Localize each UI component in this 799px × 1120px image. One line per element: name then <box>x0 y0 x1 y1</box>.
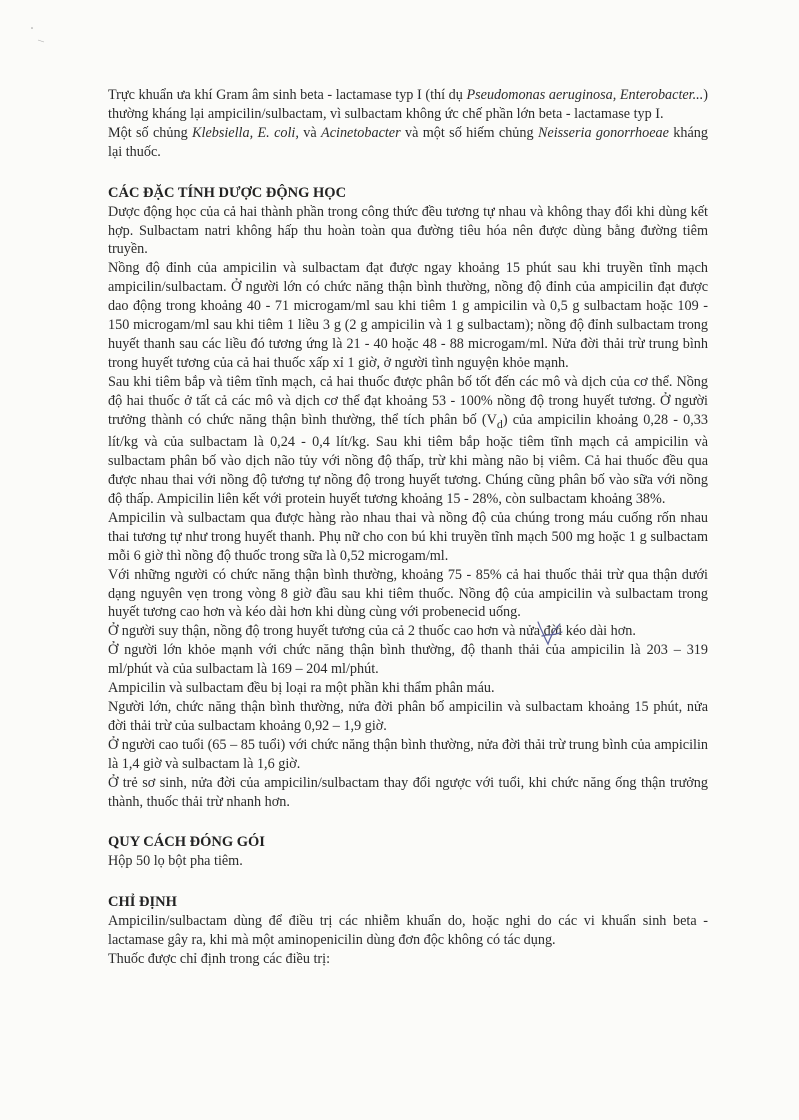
pk-paragraph: Người lớn, chức năng thận bình thường, nửa đời phân bố ampicilin và sulbactam khoảng 15 phút, nửa đời thải trừ của sulbactam khoảng 0,92 – 1,9 giờ. <box>108 699 708 734</box>
pk-paragraph: Với những người có chức năng thận bình thường, khoảng 75 - 85% cả hai thuốc thải trừ qua thận dưới dạng nguyên vẹn trong vòng 8 giờ đầu sau khi tiêm thuốc. Nồng độ của ampicilin và sulbactam trong huyết tương cao hơn và kéo dài hơn khi dùng cùng với probenecid uống. <box>108 566 708 621</box>
pk-paragraph: Dược động học của cả hai thành phần trong công thức đều tương tự nhau và không thay đổi khi dùng kết hợp. Sulbactam natri không hấp thu hoàn toàn qua đường tiêu hóa nên được dùng bằng đường tiêm truyền. <box>108 203 708 258</box>
indications-heading: CHỈ ĐỊNH <box>108 894 177 911</box>
intro-paragraph-1: Trực khuẩn ưa khí Gram âm sinh beta - lactamase typ I (thí dụ Pseudomonas aeruginosa, Enterobacter...) thường kháng lại ampicilin/sulbactam, vì sulbactam không ức chế phần lớn beta - lactamase typ I. <box>108 87 708 122</box>
pharmacokinetics-heading: CÁC ĐẶC TÍNH DƯỢC ĐỘNG HỌC <box>108 184 347 201</box>
intro-paragraph-2: Một số chủng Klebsiella, E. coli, và Acinetobacter và một số hiếm chủng Neisseria gonorrhoeae kháng lại thuốc. <box>108 124 708 160</box>
indications-paragraph: Thuốc được chỉ định trong các điều trị: <box>108 951 331 968</box>
pk-paragraph: Ở người lớn khỏe mạnh với chức năng thận bình thường, độ thanh thải của ampicilin là 203 – 319 ml/phút và của sulbactam là 169 – 204 ml/phút. <box>108 642 708 678</box>
pk-paragraph: Ở người suy thận, nồng độ trong huyết tương của cả 2 thuốc cao hơn và nửa đời kéo dài hơn. <box>108 623 636 640</box>
pk-paragraph: Ở người cao tuổi (65 – 85 tuổi) với chức năng thận bình thường, nửa đời thải trừ trung bình của ampicilin là 1,4 giờ và sulbactam là 1,6 giờ. <box>108 736 708 772</box>
packaging-text: Hộp 50 lọ bột pha tiêm. <box>108 853 243 870</box>
pk-paragraph: Ampicilin và sulbactam qua được hàng rào nhau thai và nồng độ của chúng trong máu cuống rốn nhau thai tương tự như trong huyết thanh. Phụ nữ cho con bú khi truyền tĩnh mạch 500 mg hoặc 1 g sulbactam mỗi 6 giờ thì nồng độ thuốc trong sữa là 0,52 microgam/ml. <box>108 509 708 564</box>
pk-paragraph: Sau khi tiêm bắp và tiêm tĩnh mạch, cả hai thuốc được phân bố tốt đến các mô và dịch của cơ thể. Nồng độ hai thuốc ở tất cả các mô và dịch cơ thể đạt khoảng 53 - 100% nồng độ trong huyết tương. Ở người trưởng thành có chức năng thận bình thường, thể tích phân bố $(V_d)$ của ampicilin khoảng 0,28 - 0,33 lít/kg và của sulbactam là 0,24 - 0,4 lít/kg. Sau khi tiêm bắp hoặc tiêm tĩnh mạch cả ampicilin và sulbactam phân bố vào dịch não tủy với nồng độ thấp, trừ khi màng não bị viêm. Cả hai thuốc đều qua được nhau thai với nồng độ tương tự nồng độ trong huyết tương. Chúng cũng phân bố vào sữa với nồng độ thấp. Ampicilin liên kết với protein huyết tương khoảng 15 - 28%, còn sulbactam khoảng 38%. <box>108 373 708 508</box>
document-page <box>108 86 708 969</box>
scan-marks <box>22 20 62 50</box>
pk-paragraph: Ampicilin và sulbactam đều bị loại ra một phần khi thẩm phân máu. <box>108 680 495 697</box>
pk-paragraph: Ở trẻ sơ sinh, nửa đời của ampicilin/sulbactam thay đổi ngược với tuổi, khi chức năng ống thận trưởng thành, thuốc thải trừ nhanh hơn. <box>108 774 708 810</box>
packaging-heading: QUY CÁCH ĐÓNG GÓI <box>108 834 265 851</box>
indications-paragraph: Ampicilin/sulbactam dùng để điều trị các nhiễm khuẩn do, hoặc nghi do các vi khuẩn sinh beta - lactamase gây ra, khi mà một aminopenicilin dùng đơn độc không có tác dụng. <box>108 913 708 949</box>
pk-paragraph: Nồng độ đỉnh của ampicilin và sulbactam đạt được ngay khoảng 15 phút sau khi truyền tĩnh mạch ampicilin/sulbactam. Ở người lớn có chức năng thận bình thường, nồng độ đỉnh của ampicilin đạt được dao động trong khoảng 40 - 71 microgam/ml sau khi tiêm 1 g ampicilin và 0,5 g sulbactam hoặc 109 - 150 microgam/ml sau khi tiêm 1 liều 3 g (2 g ampicilin và 1 g sulbactam); nồng độ đỉnh sulbactam trong huyết thanh sau các liều đó tương ứng là 21 - 40 hoặc 48 - 88 microgam/ml. Nửa đời thải trừ trung bình trong huyết tương của cả hai thuốc xấp xỉ 1 giờ, ở người tình nguyện khỏe mạnh. <box>108 260 708 371</box>
handwritten-initial-mark <box>532 618 566 648</box>
